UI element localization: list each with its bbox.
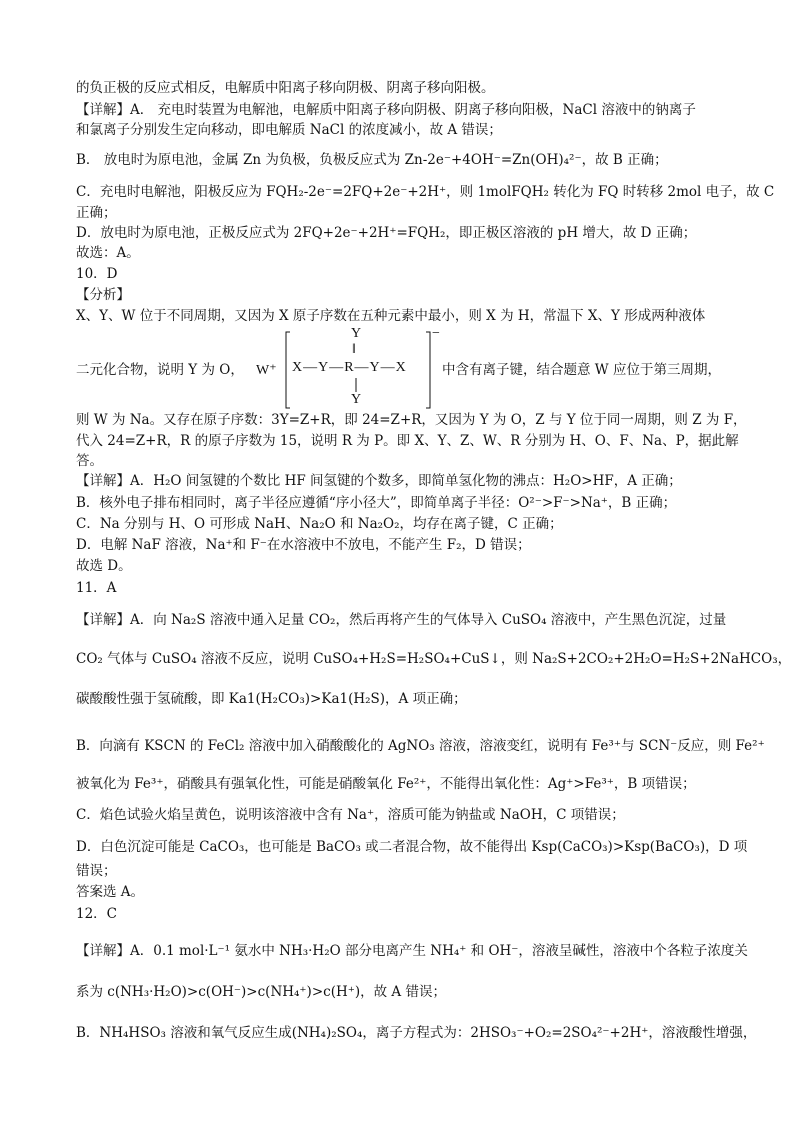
text-line: 碳酸酸性强于氢硫酸，即 Ka1(H₂CO₃)>Ka1(H₂S)，A 项正确； xyxy=(76,691,467,707)
text-line: 故选：A。 xyxy=(76,245,140,261)
ionic-structure-formula xyxy=(256,326,438,414)
text-line: 和氯离子分别发生定向移动，即电解质 NaCl 的浓度减小，故 A 错误； xyxy=(76,122,502,138)
text-line: D．白色沉淀可能是 CaCO₃，也可能是 BaCO₃ 或二者混合物，故不能得出 Ksp(CaCO₃)>Ksp(BaCO₃)，D 项 xyxy=(76,839,748,855)
text-line: 【详解】A． 充电时装置为电解池，电解质中阳离子移向阴极、阴离子移向阳极，NaCl 溶液中的钠离子 xyxy=(76,102,696,118)
text-line: 故选 D。 xyxy=(76,558,132,574)
top-y-atom: Y xyxy=(351,326,362,341)
text-line: C．充电时电解池，阳极反应为 FQH₂-2e⁻=2FQ+2e⁻+2H⁺，则 1molFQH₂ 转化为 FQ 时转移 2mol 电子，故 C xyxy=(76,184,775,200)
chain-atoms: X—Y—R—Y—X xyxy=(292,360,407,375)
text-line: 系为 c(NH₃·H₂O)>c(OH⁻)>c(NH₄⁺)>c(H⁺)，故 A 错误； xyxy=(76,984,446,1000)
text-line: 正确； xyxy=(76,205,117,221)
structure-bonds xyxy=(256,326,438,414)
text-line: D．电解 NaF 溶液，Na⁺和 F⁻在水溶液中不放电，不能产生 F₂，D 错误； xyxy=(76,537,531,553)
text-line: 【详解】A．H₂O 间氢键的个数比 HF 间氢键的个数多，即简单氢化物的沸点：H₂O>HF，A 正确； xyxy=(76,473,682,489)
text-line: 代入 24=Z+R，R 的原子序数为 15，说明 R 为 P。即 X、Y、Z、W、R 分别为 H、O、F、Na、P，据此解 xyxy=(76,433,739,449)
text-line: C．Na 分别与 H、O 可形成 NaH、Na₂O 和 Na₂O₂，均存在离子键，C 正确； xyxy=(76,516,563,532)
text-line: 中含有离子键，结合题意 W 应位于第三周期， xyxy=(442,362,721,378)
left-bracket xyxy=(286,332,290,408)
text-line: 【详解】A．向 Na₂S 溶液中通入足量 CO₂，然后再将产生的气体导入 CuSO₄ 溶液中，产生黑色沉淀，过量 xyxy=(76,612,727,628)
text-line: 答案选 A。 xyxy=(76,884,145,900)
section-heading: 【分析】 xyxy=(76,287,130,303)
anion-charge: − xyxy=(432,326,440,341)
text-line: B． 放电时为原电池，金属 Zn 为负极，负极反应式为 Zn-2e⁻+4OH⁻=Zn(OH)₄²⁻，故 B 正确； xyxy=(76,152,668,168)
text-line: B．NH₄HSO₃ 溶液和氧气反应生成(NH₄)₂SO₄，离子方程式为：2HSO₃⁻+O₂=2SO₄²⁻+2H⁺，溶液酸性增强， xyxy=(76,1025,757,1041)
text-line: CO₂ 气体与 CuSO₄ 溶液不反应，说明 CuSO₄+H₂S=H₂SO₄+CuS↓，则 Na₂S+2CO₂+2H₂O=H₂S+2NaHCO₃， xyxy=(76,651,792,667)
text-line: 的负正极的反应式相反，电解质中阳离子移向阴极、阴离子移向阳极。 xyxy=(76,80,495,96)
question-number: 10．D xyxy=(76,266,118,282)
text-line: D．放电时为原电池，正极反应式为 2FQ+2e⁻+2H⁺=FQH₂，即正极区溶液的 pH 增大，故 D 正确； xyxy=(76,225,697,241)
text-line: C．焰色试验火焰呈黄色，说明该溶液中含有 Na⁺，溶质可能为钠盐或 NaOH，C 项错误； xyxy=(76,807,625,823)
text-line: 答。 xyxy=(76,453,103,469)
bottom-y-atom: Y xyxy=(351,392,362,407)
right-bracket xyxy=(426,332,430,408)
text-line: 则 W 为 Na。又存在原子序数：3Y=Z+R，即 24=Z+R，又因为 Y 为 O，Z 与 Y 位于同一周期，则 Z 为 F， xyxy=(76,412,747,428)
text-line: 【详解】A．0.1 mol·L⁻¹ 氨水中 NH₃·H₂O 部分电离产生 NH₄⁺ 和 OH⁻，溶液呈碱性，溶液中个各粒子浓度关 xyxy=(76,943,748,959)
text-line: X、Y、W 位于不同周期，又因为 X 原子序数在五种元素中最小，则 X 为 H，常温下 X、Y 形成两种液体 xyxy=(76,308,706,324)
text-line: 二元化合物，说明 Y 为 O， xyxy=(76,362,244,378)
text-line: B．向滴有 KSCN 的 FeCl₂ 溶液中加入硝酸酸化的 AgNO₃ 溶液，溶液变红，说明有 Fe³⁺与 SCN⁻反应，则 Fe²⁺ xyxy=(76,738,765,754)
question-number: 12．C xyxy=(76,906,118,922)
text-line: B．核外电子排布相同时，离子半径应遵循“序小径大”，即简单离子半径：O²⁻>F⁻>Na⁺，B 正确； xyxy=(76,495,677,511)
double-bond: ‖ xyxy=(352,342,356,357)
text-line: 被氧化为 Fe³⁺，硝酸具有强氧化性，可能是硝酸氧化 Fe²⁺，不能得出氧化性：Ag⁺>Fe³⁺，B 项错误； xyxy=(76,776,696,792)
text-line: 错误； xyxy=(76,863,117,879)
question-number: 11．A xyxy=(76,580,117,596)
cation-w: W⁺ xyxy=(256,363,277,378)
